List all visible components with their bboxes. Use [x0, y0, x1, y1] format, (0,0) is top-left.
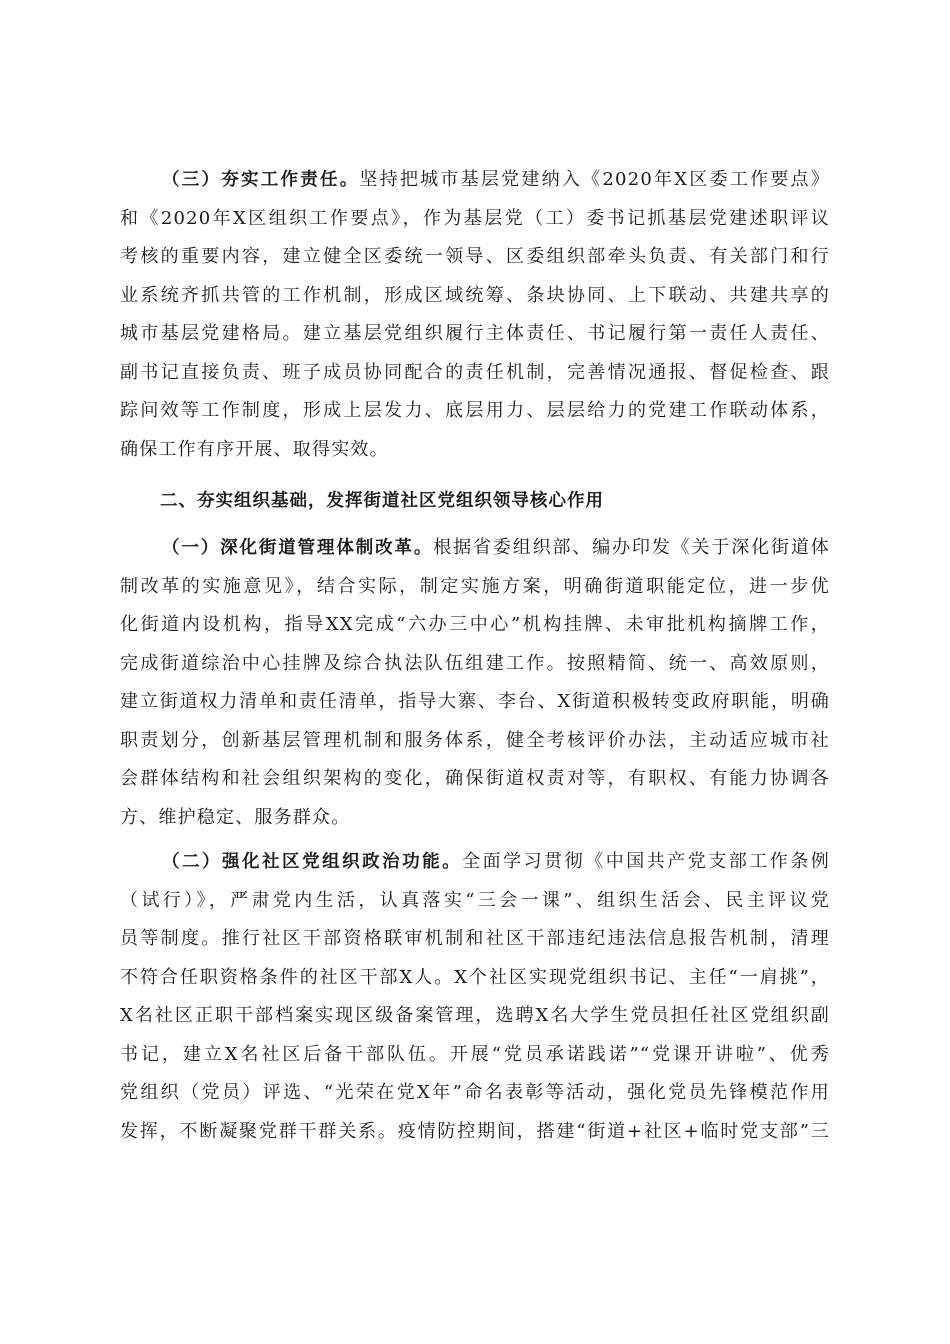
paragraph-line: 制改革的实施意见》，结合实际，制定实施方案，明确街道职能定位，进一步优: [120, 575, 830, 597]
paragraph-line: 不符合任职资格条件的社区干部X人。X个社区实现党组织书记、主任“一肩挑”，: [120, 966, 830, 988]
section-heading: 二、夯实组织基础，发挥街道社区党组织领导核心作用: [160, 491, 604, 511]
paragraph-line: 副书记直接负责、班子成员协同配合的责任机制，完善情况通报、督促检查、跟: [120, 361, 830, 383]
paragraph-line: （试行）》，严肃党内生活，认真落实“三会一课”、组织生活会、民主评议党: [120, 889, 830, 911]
section-3-paragraph: [120, 161, 830, 469]
paragraph-line: 员等制度。推行社区干部资格联审机制和社区干部违纪违法信息报告机制，清理: [120, 928, 830, 949]
paragraph-line: 建立街道权力清单和责任清单，指导大寨、李台、X街道积极转变政府职能，明确: [120, 691, 830, 712]
subsection-1-paragraph: [120, 529, 830, 837]
paragraph-line: 和《2020年X区组织工作要点》，作为基层党（工）委书记抓基层党建述职评议: [120, 207, 830, 229]
paragraph-line: 业系统齐抓共管的工作机制，形成区域统筹、条块协同、上下联动、共建共享的: [120, 284, 830, 306]
subsection-2-paragraph: [120, 843, 830, 1151]
paragraph-line: X名社区正职干部档案实现区级备案管理，选聘X名大学生党员担任社区党组织副: [120, 1005, 830, 1026]
paragraph-line: 考核的重要内容，建立健全区委统一领导、区委组织部牵头负责、有关部门和行: [120, 246, 830, 267]
paragraph-line: 城市基层党建格局。建立基层党组织履行主体责任、书记履行第一责任人责任、: [120, 323, 830, 344]
paragraph-line: （一）深化街道管理体制改革。根据省委组织部、编办印发《关于深化街道体: [162, 537, 830, 558]
paragraph-line: （三）夯实工作责任。坚持把城市基层党建纳入《2020年X区委工作要点》: [162, 169, 831, 190]
paragraph-line: 方、维护稳定、服务群众。: [120, 806, 351, 828]
paragraph-line: （二）强化社区党组织政治功能。全面学习贯彻《中国共产党支部工作条例: [162, 851, 830, 872]
paragraph-line: 党组织（党员）评选、“光荣在党X年”命名表彰等活动，强化党员先锋模范作用: [120, 1082, 830, 1103]
paragraph-lead-title: （一）深化街道管理体制改革。: [162, 538, 434, 558]
paragraph-line: 确保工作有序开展、取得实效。: [120, 438, 389, 460]
paragraph-line: 发挥，不断凝聚党群干群关系。疫情防控期间，搭建“街道+社区+临时党支部”三: [120, 1120, 830, 1142]
paragraph-line: 踪问效等工作制度，形成上层发力、底层用力、层层给力的党建工作联动体系，: [120, 400, 830, 421]
paragraph-line: 会群体结构和社会组织架构的变化，确保街道权责对等，有职权、有能力协调各: [120, 768, 830, 789]
paragraph-line: 化街道内设机构，指导XX完成“六办三中心”机构挂牌、未审批机构摘牌工作，: [120, 614, 830, 635]
paragraph-line: 完成街道综治中心挂牌及综合执法队伍组建工作。按照精简、统一、高效原则，: [120, 652, 830, 674]
paragraph-line: 书记，建立X名社区后备干部队伍。开展“党员承诺践诺”“党课开讲啦”、优秀: [120, 1043, 830, 1065]
paragraph-lead-title: （二）强化社区党组织政治功能。: [162, 852, 463, 872]
paragraph-line: 职责划分，创新基层管理机制和服务体系，健全考核评价办法，主动适应城市社: [120, 729, 830, 751]
paragraph-lead-title: （三）夯实工作责任。: [162, 170, 360, 190]
